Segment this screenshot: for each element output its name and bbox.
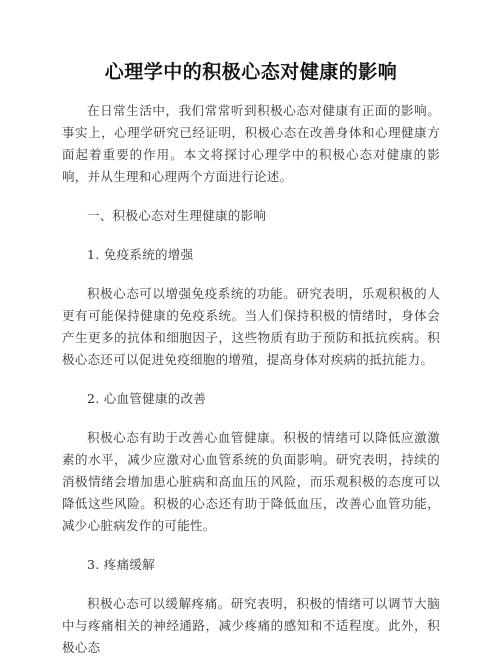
subheading-immune-system: 1. 免疫系统的增强 bbox=[87, 247, 194, 262]
paragraph-immune-system: 积极心态可以增强免疫系统的功能。研究表明，乐观积极的人更有可能保持健康的免疫系统。当人们保持积极的情绪时，身体会产生更多的抗体和细胞因子，这些物质有助于预防和抵抗疾病。积极心态还可以促进免疫细胞的增殖，提高身体对疾病的抵抗能力。 bbox=[62, 286, 440, 367]
section-heading-physiological: 一、积极心态对生理健康的影响 bbox=[87, 208, 267, 223]
paragraph-pain-relief: 积极心态可以缓解疼痛。研究表明，积极的情绪可以调节大脑中与疼痛相关的神经通路，减少疼痛的感知和不适程度。此外，积极心态 bbox=[62, 596, 440, 655]
paragraph-cardiovascular: 积极心态有助于改善心血管健康。积极的情绪可以降低应激激素的水平，减少应激对心血管系统的负面影响。研究表明，持续的消极情绪会增加患心脏病和高血压的风险，而乐观积极的态度可以降低这些风险。积极的心态还有助于降低血压，改善心血管功能，减少心脏病发作的可能性。 bbox=[62, 430, 440, 533]
document-title: 心理学中的积极心态对健康的影响 bbox=[104, 61, 398, 83]
subheading-cardiovascular: 2. 心血管健康的改善 bbox=[87, 391, 207, 406]
subheading-pain-relief: 3. 疼痛缓解 bbox=[87, 557, 155, 572]
intro-paragraph: 在日常生活中，我们常常听到积极心态对健康有正面的影响。事实上，心理学研究已经证明，积极心态在改善身体和心理健康方面起着重要的作用。本文将探讨心理学中的积极心态对健康的影响，并从生理和心理两个方面进行论述。 bbox=[62, 103, 440, 184]
